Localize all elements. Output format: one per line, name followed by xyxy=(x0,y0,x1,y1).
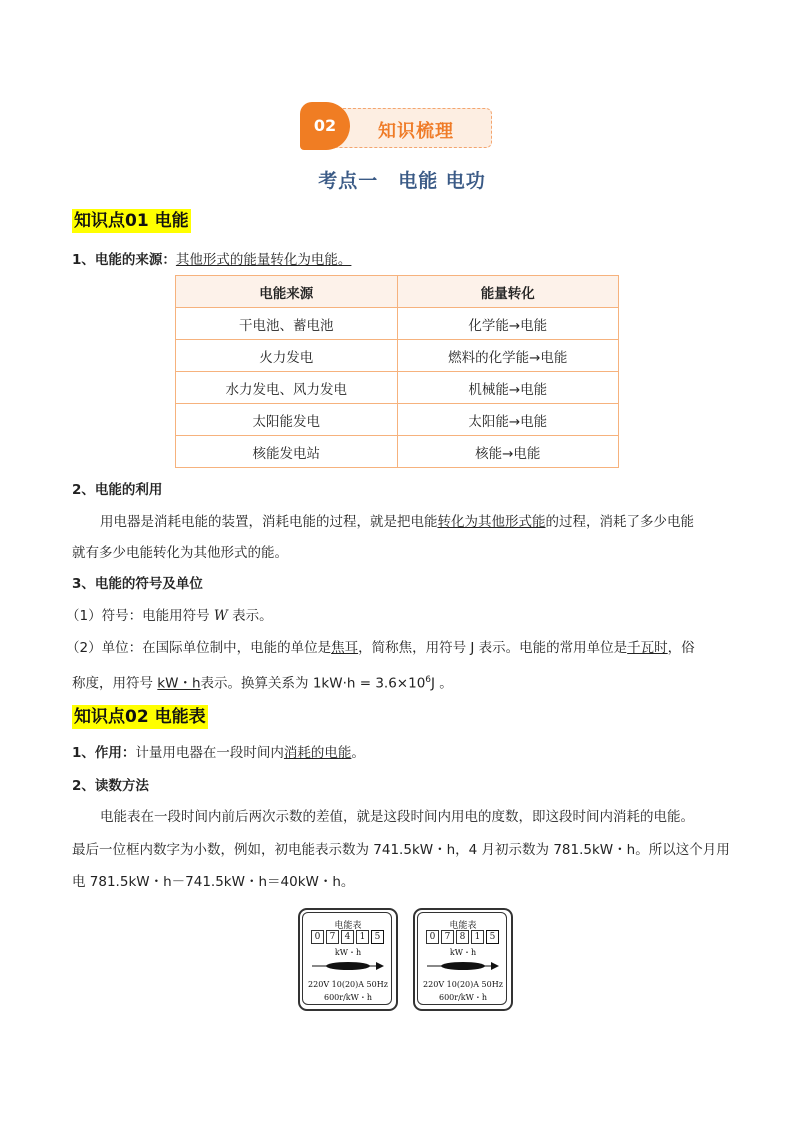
paragraph-text: 表示。 xyxy=(227,608,273,624)
paragraph-text: 用电器是消耗电能的装置，消耗电能的过程，就是把电能 xyxy=(100,514,438,530)
item-energy-source-text: 其他形式的能量转化为电能。 xyxy=(175,252,352,268)
table-row xyxy=(176,436,619,468)
meter-digit: 0 xyxy=(426,930,439,944)
item-energy-source xyxy=(72,250,351,270)
topic-heading: 考点一 电能 电功 xyxy=(318,170,486,192)
meter-digit: 8 xyxy=(456,930,469,944)
meter-spec: 220V 10(20)A 50Hz xyxy=(423,980,503,989)
paragraph-text: 。 xyxy=(351,745,365,761)
meter-digits xyxy=(426,930,501,944)
item-reading-paragraph-cont: 最后一位框内数字为小数，例如，初电能表示数为 741.5kW・h，4 月初示数为 781.5kW・h。所以这个月用 xyxy=(72,842,730,858)
item-unit-line xyxy=(66,638,695,658)
meter-unit: kW・h xyxy=(449,948,477,957)
meter-digit: 1 xyxy=(471,930,484,944)
table-cell: 太阳能→电能 xyxy=(397,404,619,436)
item-reading-paragraph-end: 电 781.5kW・h－741.5kW・h＝40kW・h。 xyxy=(72,874,355,890)
paragraph-underlined-text: 消耗的电能 xyxy=(283,745,352,761)
paragraph-text: （1）符号：电能用符号 xyxy=(66,608,214,624)
item-energy-source-label: 1、电能的来源： xyxy=(72,252,176,268)
paragraph-text: 的过程，消耗了多少电能 xyxy=(545,514,694,530)
meter-disc-icon xyxy=(425,958,501,974)
item-energy-use-paragraph-cont: 就有多少电能转化为其他形式的能。 xyxy=(72,545,288,561)
knowledge-point-2-title: 知识点02 电能表 xyxy=(74,707,206,727)
item-meter-function xyxy=(72,743,365,763)
table-cell: 核能发电站 xyxy=(176,436,398,468)
item-energy-use-paragraph xyxy=(100,512,694,532)
meter-digits xyxy=(311,930,386,944)
paragraph-text: ，俗 xyxy=(667,640,695,656)
meter-decimal-digit: 5 xyxy=(371,930,384,944)
section-badge-pill xyxy=(332,108,492,148)
section-badge xyxy=(300,102,496,152)
conversion-formula: 表示。换算关系为 1kW·h = 3.6×10 xyxy=(200,675,426,692)
paragraph-underlined-text: 转化为其他形式能 xyxy=(437,514,546,530)
section-badge-number: 02 xyxy=(300,102,350,150)
table-cell: 核能→电能 xyxy=(397,436,619,468)
table-row xyxy=(176,308,619,340)
item-symbol-unit-label: 3、电能的符号及单位 xyxy=(72,576,203,592)
table-cell: 机械能→电能 xyxy=(397,372,619,404)
paragraph-text: J 。 xyxy=(431,675,453,692)
paragraph-text: 计量用电器在一段时间内 xyxy=(135,745,284,761)
item-meter-function-label: 1、作用： xyxy=(72,745,136,761)
table-cell: 干电池、蓄电池 xyxy=(176,308,398,340)
table-header-cell: 能量转化 xyxy=(397,276,619,308)
table-row xyxy=(176,340,619,372)
table-cell: 水力发电、风力发电 xyxy=(176,372,398,404)
meter-title: 电能表 xyxy=(449,921,477,931)
energy-source-table xyxy=(175,275,619,468)
meter-revolutions: 600r/kW・h xyxy=(323,993,372,1002)
paragraph-text: 称度，用符号 xyxy=(72,675,158,692)
table-cell: 太阳能发电 xyxy=(176,404,398,436)
knowledge-point-1-title: 知识点01 电能 xyxy=(74,211,189,231)
item-symbol-line xyxy=(66,606,273,626)
meter-decimal-digit: 5 xyxy=(486,930,499,944)
item-energy-use-label: 2、电能的利用 xyxy=(72,482,163,498)
table-row xyxy=(176,404,619,436)
electric-meter-final xyxy=(413,908,513,1011)
paragraph-underlined-text: 焦耳 xyxy=(331,640,359,656)
paragraph-underlined-text: 千瓦时 xyxy=(627,640,668,656)
electric-meter-initial xyxy=(298,908,398,1011)
item-unit-conversion-line xyxy=(72,670,453,694)
item-reading-method-label: 2、读数方法 xyxy=(72,778,149,794)
meter-digit: 1 xyxy=(356,930,369,944)
energy-symbol: W xyxy=(213,608,228,624)
table-cell: 火力发电 xyxy=(176,340,398,372)
table-header-cell: 电能来源 xyxy=(176,276,398,308)
paragraph-text: ，简称焦，用符号 J 表示。电能的常用单位是 xyxy=(358,640,628,656)
table-cell: 化学能→电能 xyxy=(397,308,619,340)
table-row xyxy=(176,372,619,404)
meter-title: 电能表 xyxy=(334,921,362,931)
meter-revolutions: 600r/kW・h xyxy=(438,993,487,1002)
table-cell: 燃料的化学能→电能 xyxy=(397,340,619,372)
meter-unit: kW・h xyxy=(334,948,362,957)
item-reading-paragraph: 电能表在一段时间内前后两次示数的差值，就是这段时间内用电的度数，即这段时间内消耗的电能。 xyxy=(100,809,694,825)
meter-digit: 4 xyxy=(341,930,354,944)
paragraph-text: （2）单位：在国际单位制中，电能的单位是 xyxy=(66,640,332,656)
meter-spec: 220V 10(20)A 50Hz xyxy=(308,980,388,989)
formula-exponent: 6 xyxy=(425,675,432,685)
meter-digit: 0 xyxy=(311,930,324,944)
section-badge-title: 知识梳理 xyxy=(378,121,454,142)
table-header-row xyxy=(176,276,619,308)
meter-digit: 7 xyxy=(326,930,339,944)
meter-digit: 7 xyxy=(441,930,454,944)
meter-disc-icon xyxy=(310,958,386,974)
paragraph-underlined-text: kW・h xyxy=(157,675,201,692)
